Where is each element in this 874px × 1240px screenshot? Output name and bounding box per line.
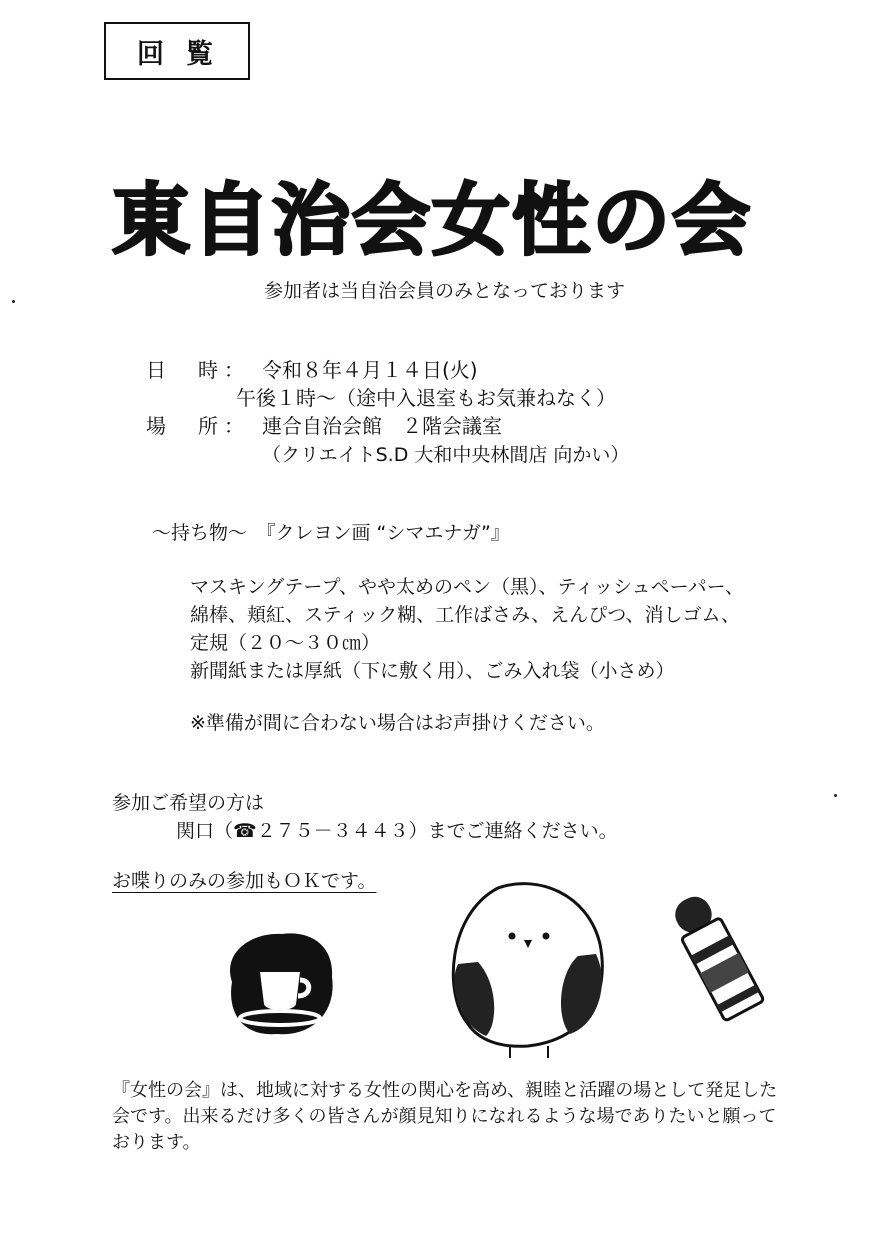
items-line: 綿棒、頬紅、スティック糊、工作ばさみ、えんぴつ、消しゴム、 — [190, 604, 741, 626]
page-title: 東自治会女性の会 — [112, 176, 753, 266]
place-label: 場 所： — [146, 414, 250, 438]
items-line: 定規（２０～３０㎝） — [190, 632, 381, 654]
chat-only-note: お喋りのみの参加もＯＫです。 — [112, 870, 377, 892]
bird-illustration — [438, 874, 614, 1060]
date-value: 令和８年４月１４日(火) — [262, 358, 478, 382]
place-value: 連合自治会館 ２階会議室 — [262, 414, 502, 438]
coffee-cup-icon — [212, 922, 342, 1042]
items-heading: ～持ち物～ 『クレヨン画 “シマエナガ”』 — [152, 522, 510, 544]
speck — [12, 300, 15, 303]
items-line: 新聞紙または厚紙（下に敷く用）、ごみ入れ袋（小さめ） — [190, 660, 675, 682]
speck — [834, 794, 837, 797]
circulation-stamp — [104, 22, 250, 80]
place-note: （クリエイトS.D 大和中央林間店 向かい） — [262, 444, 630, 466]
items-line: マスキングテープ、やや太めのペン（黒）、ティッシュペーパー、 — [190, 576, 744, 598]
subtitle: 参加者は当自治会員のみとなっております — [264, 280, 626, 302]
circulation-label: 回覧 — [137, 38, 235, 70]
time-value: 午後１時～（途中入退室もお気兼ねなく） — [236, 386, 616, 410]
glue-stick-illustration — [664, 888, 768, 1026]
contact-intro: 参加ご希望の方は — [112, 792, 265, 814]
date-label: 日 時： — [146, 358, 250, 382]
items-note: ※準備が間に合わない場合はお声掛けください。 — [190, 712, 605, 734]
contact-line: 関口（☎２７５－３４４３）までご連絡ください。 — [176, 820, 618, 842]
footer-description: 『女性の会』は、地域に対する女性の関心を高め、親睦と活躍の場として発足した会です。出来るだけ多くの皆さんが顔見知りになれるような場でありたいと願っております。 — [112, 1080, 778, 1153]
